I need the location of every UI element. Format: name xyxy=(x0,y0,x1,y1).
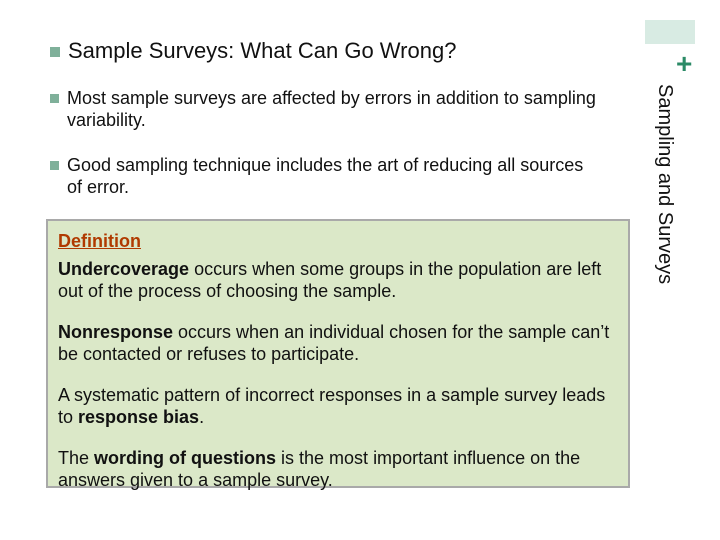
accent-bar xyxy=(645,20,695,44)
definition-paragraph xyxy=(58,321,618,365)
term-response-bias: response bias xyxy=(78,407,200,427)
definition-box xyxy=(46,219,630,488)
bullet-icon xyxy=(50,94,59,103)
paragraph-text: is the most important influence on the answers given to a sample survey. xyxy=(58,448,581,490)
vertical-section-title xyxy=(646,84,676,294)
slide-title xyxy=(50,38,456,64)
term-wording-of-questions: wording of questions xyxy=(94,448,277,468)
definition-heading: Definition xyxy=(58,231,141,251)
bullet-icon xyxy=(50,47,60,57)
term-undercoverage: Undercoverage xyxy=(58,259,190,279)
bullet-text: Most sample surveys are affected by errors in addition to sampling variability. xyxy=(67,88,596,130)
paragraph-text: occurs when an individual chosen for the sample can’t be contacted or refuses to participate. xyxy=(58,322,610,364)
paragraph-text: A systematic pattern of incorrect responses in a sample survey leads to xyxy=(58,385,606,427)
definition-paragraph xyxy=(58,258,618,302)
plus-icon: + xyxy=(676,48,693,79)
bullet-icon xyxy=(50,161,59,170)
bullet-text: Good sampling technique includes the art of reducing all sources of error. xyxy=(67,155,584,197)
term-nonresponse: Nonresponse xyxy=(58,322,174,342)
title-text: Sample Surveys: What Can Go Wrong? xyxy=(68,38,457,63)
definition-paragraph xyxy=(58,384,618,428)
paragraph-text: The xyxy=(58,448,95,468)
bullet-item xyxy=(50,154,610,198)
bullet-item xyxy=(50,87,610,131)
definition-paragraph xyxy=(58,447,618,491)
paragraph-text: . xyxy=(199,407,205,427)
divider xyxy=(640,80,641,460)
paragraph-text: occurs when some groups in the population are left out of the process of choosing the sample. xyxy=(58,259,602,301)
section-title-text: Sampling and Surveys xyxy=(654,84,676,285)
